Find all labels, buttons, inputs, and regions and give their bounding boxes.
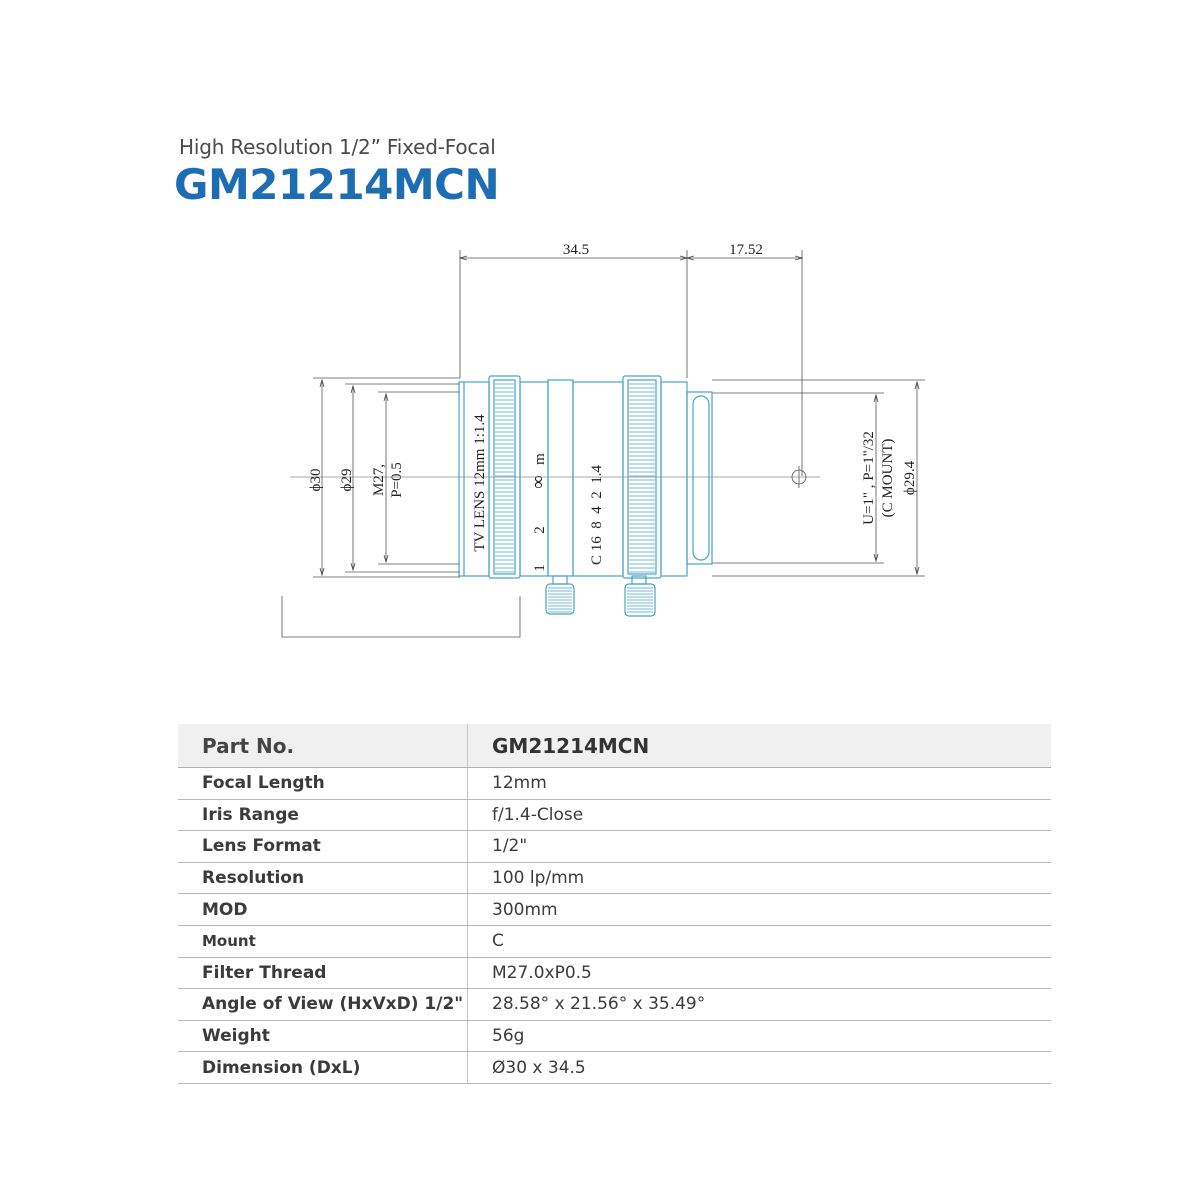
spec-header-label: Part No. — [178, 724, 468, 768]
spec-value: C — [468, 925, 1052, 957]
dimension-lines — [282, 250, 925, 637]
spec-row — [178, 894, 1051, 926]
lens-dimension-drawing — [0, 230, 1200, 660]
spec-row — [178, 957, 1051, 989]
spec-label: MOD — [178, 894, 468, 926]
spec-value: 300mm — [468, 894, 1052, 926]
spec-label: Resolution — [178, 862, 468, 894]
product-title: GM21214MCN — [174, 160, 500, 209]
spec-table — [178, 724, 1051, 1084]
focus-1-text: 1 — [532, 564, 548, 572]
spec-header-value: GM21214MCN — [468, 724, 1052, 768]
thread-text-1: M27, — [371, 463, 387, 497]
spec-row — [178, 862, 1051, 894]
spec-label: Dimension (DxL) — [178, 1052, 468, 1084]
spec-value: Ø30 x 34.5 — [468, 1052, 1052, 1084]
dim-back-text: 17.52 — [729, 242, 763, 258]
spec-row — [178, 768, 1051, 800]
mount-text-2: (C MOUNT) — [880, 438, 896, 518]
spec-label: Focal Length — [178, 768, 468, 800]
spec-row — [178, 799, 1051, 831]
spec-row — [178, 989, 1051, 1021]
spec-value: 1/2" — [468, 831, 1052, 863]
product-subtitle: High Resolution 1/2” Fixed-Focal — [179, 135, 496, 159]
spec-label: Iris Range — [178, 799, 468, 831]
spec-row — [178, 1020, 1051, 1052]
spec-header-row — [178, 724, 1051, 768]
mount-text-1: U=1" , P=1"/32 — [861, 431, 877, 525]
spec-label: Mount — [178, 925, 468, 957]
spec-value: M27.0xP0.5 — [468, 957, 1052, 989]
spec-row — [178, 831, 1051, 863]
spec-label: Filter Thread — [178, 957, 468, 989]
iris-scale-text: C 16 8 4 2 1.4 — [589, 464, 605, 566]
dia-29-4-text: ϕ29.4 — [902, 460, 918, 496]
dia-29-text: ϕ29 — [339, 468, 355, 492]
spec-row — [178, 925, 1051, 957]
spec-value: 100 lp/mm — [468, 862, 1052, 894]
dim-length-text: 34.5 — [562, 242, 590, 258]
lens-label-text: TV LENS 12mm 1:1.4 — [472, 414, 488, 552]
spec-value: 28.58° x 21.56° x 35.49° — [468, 989, 1052, 1021]
dia-30-text: ϕ30 — [308, 468, 324, 492]
thread-text-2: P=0.5 — [389, 462, 405, 498]
spec-value: 12mm — [468, 768, 1052, 800]
spec-value: f/1.4-Close — [468, 799, 1052, 831]
focus-inf-text: ∞ — [528, 475, 549, 489]
spec-row — [178, 1052, 1051, 1084]
spec-label: Angle of View (HxVxD) 1/2" — [178, 989, 468, 1021]
spec-value: 56g — [468, 1020, 1052, 1052]
spec-label: Lens Format — [178, 831, 468, 863]
spec-label: Weight — [178, 1020, 468, 1052]
focus-m-text: m — [532, 453, 548, 465]
focus-2-text: 2 — [532, 526, 548, 534]
